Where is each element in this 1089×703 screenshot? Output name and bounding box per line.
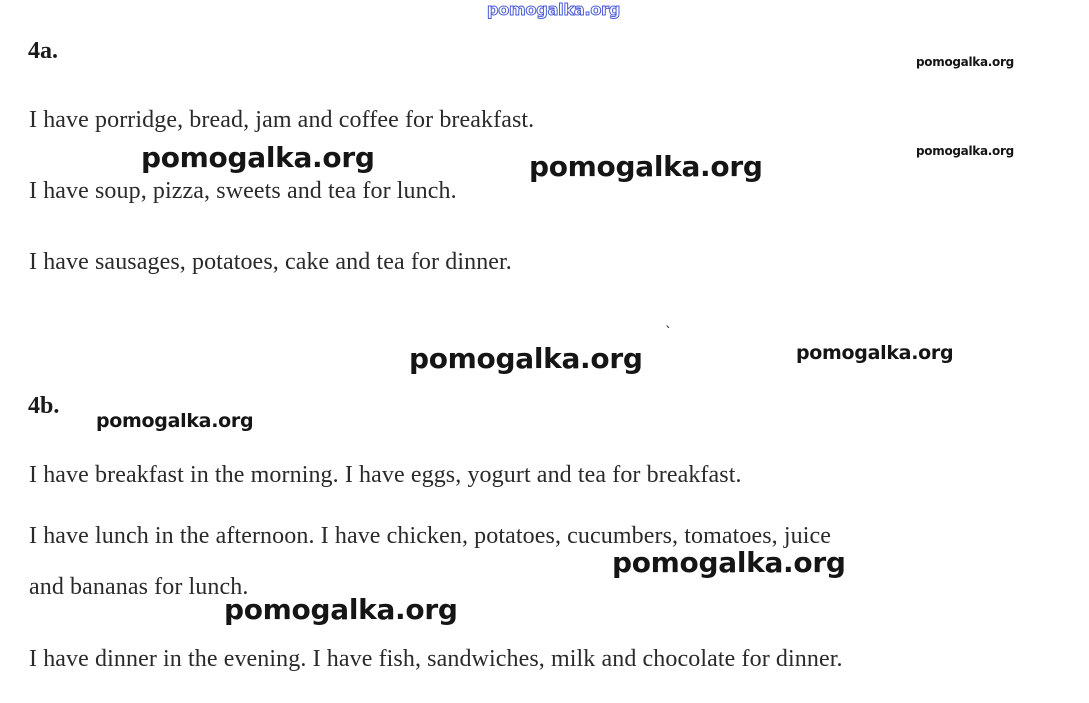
watermark: pomogalka.org [796, 342, 954, 364]
watermark: pomogalka.org [96, 410, 254, 432]
watermark: pomogalka.org [612, 546, 846, 579]
section-a-line-1: I have porridge, bread, jam and coffee for breakfast. [29, 107, 535, 133]
section-a-heading: 4a. [28, 38, 58, 64]
section-a-line-3: I have sausages, potatoes, cake and tea for dinner. [29, 249, 512, 275]
stray-mark: ` [665, 325, 672, 341]
section-b-line-3: and bananas for lunch. [29, 574, 249, 600]
watermark-top: pomogalka.org [487, 0, 621, 19]
section-b-line-4: I have dinner in the evening. I have fish, sandwiches, milk and chocolate for dinner. [29, 646, 843, 672]
watermark: pomogalka.org [141, 141, 375, 174]
watermark: pomogalka.org [916, 55, 1014, 69]
section-a-line-2: I have soup, pizza, sweets and tea for lunch. [29, 178, 457, 204]
watermark: pomogalka.org [409, 342, 643, 375]
watermark: pomogalka.org [916, 144, 1014, 158]
section-b-heading: 4b. [28, 393, 60, 419]
section-b-line-2: I have lunch in the afternoon. I have chicken, potatoes, cucumbers, tomatoes, juice [29, 523, 832, 549]
watermark: pomogalka.org [224, 593, 458, 626]
watermark: pomogalka.org [529, 150, 763, 183]
section-b-line-1: I have breakfast in the morning. I have eggs, yogurt and tea for breakfast. [29, 462, 742, 488]
